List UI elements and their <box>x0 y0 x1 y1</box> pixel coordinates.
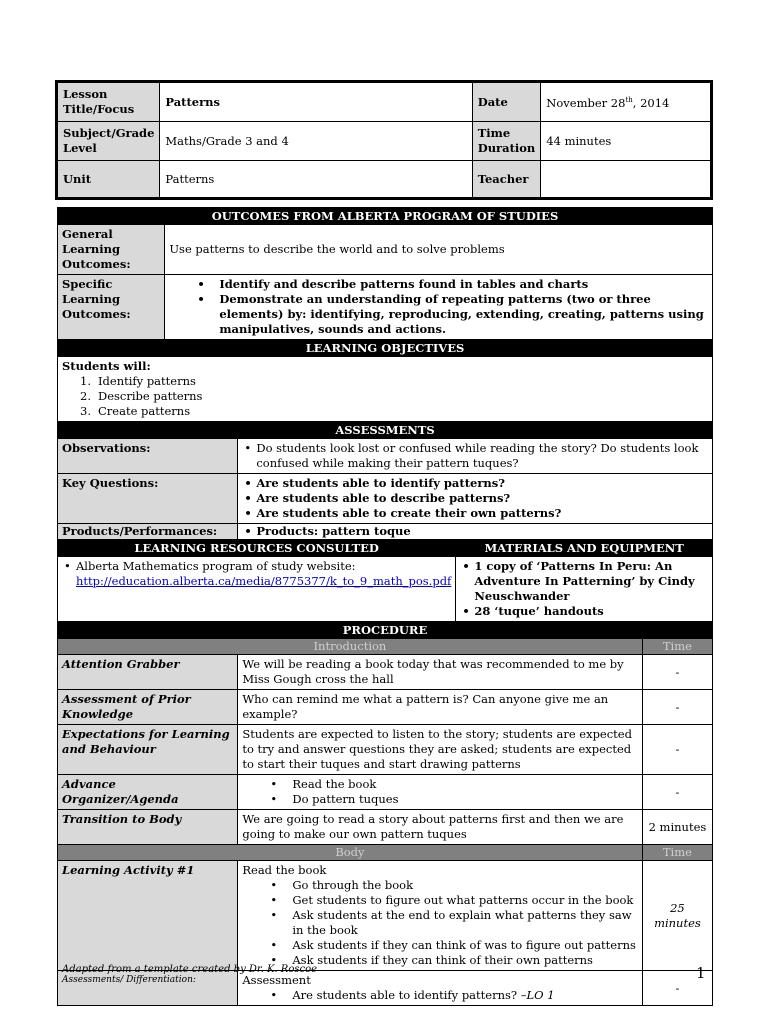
body-subheading: Body <box>58 845 643 861</box>
list-item: 1. Identify patterns <box>80 374 196 388</box>
lesson-title-value: Patterns <box>160 82 472 122</box>
products-label: Products/Performances: <box>58 524 238 540</box>
unit-value: Patterns <box>160 161 472 199</box>
differentiation-body <box>238 971 643 1006</box>
date-value <box>541 82 712 122</box>
agenda-time: - <box>642 775 712 810</box>
list-item: • Ask students if they can think of was to figure out patterns <box>242 938 638 953</box>
objectives-heading: LEARNING OBJECTIVES <box>58 340 713 357</box>
introduction-subheading: Introduction <box>58 639 643 655</box>
list-item: • Do students look lost or confused while reading the story? Do students look confused while making their pattern tuques? <box>242 441 708 471</box>
specific-outcomes-label: Specific Learning Outcomes: <box>58 275 165 340</box>
date-suffix: th <box>625 96 633 105</box>
specific-outcomes-value <box>165 275 713 340</box>
attention-grabber-label: Attention Grabber <box>58 655 238 690</box>
time-subheading: Time <box>642 639 712 655</box>
learning-activity-time: 25 minutes <box>642 861 712 971</box>
transition-text: We are going to read a story about patterns first and then we are going to make our own pattern tuques <box>238 810 643 845</box>
date-year: , 2014 <box>632 95 670 110</box>
list-item: 3. Create patterns <box>80 404 191 418</box>
expectations-time: - <box>642 725 712 775</box>
attention-grabber-text: We will be reading a book today that was recommended to me by Miss Gough cross the hall <box>238 655 643 690</box>
list-item: • Are students able to identify patterns? –LO 1 <box>242 988 638 1003</box>
list-item: • Ask students if they can think of their own patterns <box>242 953 638 968</box>
prior-knowledge-text: Who can remind me what a pattern is? Can anyone give me an example? <box>238 690 643 725</box>
materials-heading: MATERIALS AND EQUIPMENT <box>456 540 713 557</box>
unit-label: Unit <box>57 161 160 199</box>
key-questions-label: Key Questions: <box>58 474 238 524</box>
time-duration-value: 44 minutes <box>541 122 712 161</box>
differentiation-time: - <box>642 971 712 1006</box>
teacher-label: Teacher <box>472 161 541 199</box>
lesson-title-label: Lesson Title/Focus <box>57 82 160 122</box>
materials-body <box>456 557 713 622</box>
date-label: Date <box>472 82 541 122</box>
agenda-body <box>238 775 643 810</box>
expectations-text: Students are expected to listen to the story; students are expected to try and answer questions they are asked; students are expected to start their tuques and start drawing patterns <box>238 725 643 775</box>
list-item: • 28 ‘tuque’ handouts <box>460 604 708 619</box>
list-item: • Products: pattern toque <box>242 524 708 539</box>
procedure-heading: PROCEDURE <box>58 622 713 639</box>
list-item: • Are students able to create their own patterns? <box>242 506 708 521</box>
observations-value <box>238 439 713 474</box>
list-item: • Alberta Mathematics program of study website: http://education.alberta.ca/media/8775377/k_to_9_math_pos.pdf <box>62 559 451 589</box>
attention-grabber-time: - <box>642 655 712 690</box>
time-duration-label: Time Duration <box>472 122 541 161</box>
list-item: • Identify and describe patterns found in tables and charts <box>169 277 708 292</box>
assessments-heading: ASSESSMENTS <box>58 422 713 439</box>
prior-knowledge-label: Assessment of Prior Knowledge <box>58 690 238 725</box>
list-item: • Do pattern tuques <box>242 792 638 807</box>
footer-credit: Adapted from a template created by Dr. K. Roscoe <box>62 964 318 975</box>
list-item: • Are students able to describe patterns? <box>242 491 708 506</box>
lesson-header-table <box>55 80 713 200</box>
general-outcomes-label: General Learning Outcomes: <box>58 225 165 275</box>
list-item: • Go through the book <box>242 878 638 893</box>
objectives-body <box>58 357 713 422</box>
objectives-intro: Students will: <box>62 359 151 373</box>
date-day: November 28 <box>546 95 626 110</box>
agenda-label: Advance Organizer/Agenda <box>58 775 238 810</box>
list-item: 2. Describe patterns <box>80 389 203 403</box>
list-item: • Ask students at the end to explain what patterns they saw in the book <box>242 908 638 938</box>
observations-label: Observations: <box>58 439 238 474</box>
key-questions-value <box>238 474 713 524</box>
list-item: • Demonstrate an understanding of repeating patterns (two or three elements) by: identifying, reproducing, extending, creating, patterns using manipulatives, sounds and actions. <box>169 292 708 337</box>
learning-activity-intro: Read the book <box>242 863 327 877</box>
subject-label: Subject/Grade Level <box>57 122 160 161</box>
transition-time: 2 minutes <box>642 810 712 845</box>
alberta-pos-link[interactable]: http://education.alberta.ca/media/8775377/k_to_9_math_pos.pdf <box>76 574 452 588</box>
transition-label: Transition to Body <box>58 810 238 845</box>
resources-heading: LEARNING RESOURCES CONSULTED <box>58 540 456 557</box>
list-item: • 1 copy of ‘Patterns In Peru: An Adventure In Patterning’ by Cindy Neuschwander <box>460 559 708 604</box>
general-outcomes-value: Use patterns to describe the world and to solve problems <box>165 225 713 275</box>
outcomes-heading: OUTCOMES FROM ALBERTA PROGRAM OF STUDIES <box>58 208 713 225</box>
differentiation-label: Assessments/ Differentiation: <box>58 971 238 1006</box>
list-item: • Get students to figure out what patterns occur in the book <box>242 893 638 908</box>
learning-activity-body <box>238 861 643 971</box>
list-item: • Read the book <box>242 777 638 792</box>
differentiation-intro: Assessment <box>242 973 311 987</box>
resources-body <box>58 557 456 622</box>
products-value <box>238 524 713 540</box>
teacher-value <box>541 161 712 199</box>
expectations-label: Expectations for Learning and Behaviour <box>58 725 238 775</box>
list-item: • Are students able to identify patterns? <box>242 476 708 491</box>
body-time-subheading: Time <box>642 845 712 861</box>
lesson-plan-table <box>57 207 713 1006</box>
page-number: 1 <box>696 964 706 982</box>
prior-knowledge-time: - <box>642 690 712 725</box>
subject-value: Maths/Grade 3 and 4 <box>160 122 472 161</box>
learning-activity-label: Learning Activity #1 <box>58 861 238 971</box>
